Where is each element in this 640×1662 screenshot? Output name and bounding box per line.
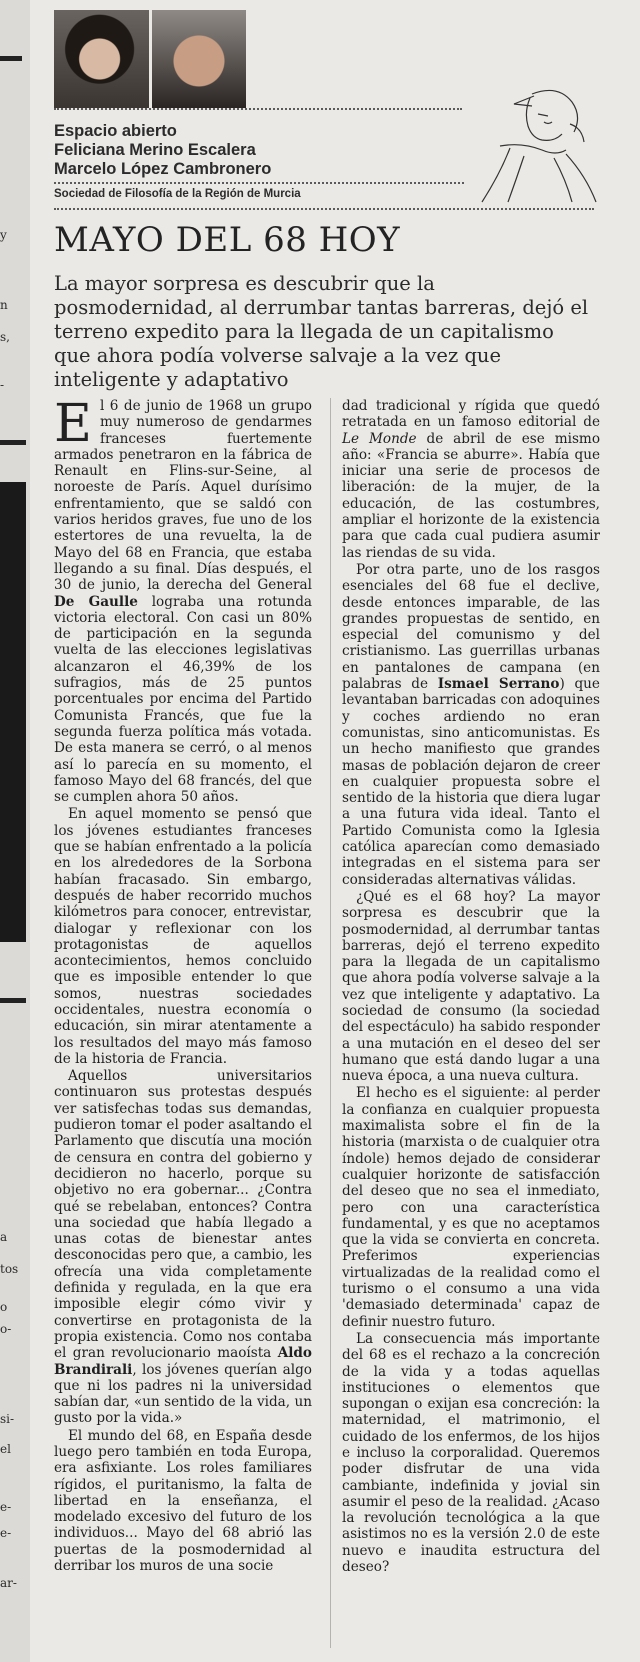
author-photos [54,10,246,108]
gutter-rule [0,998,26,1003]
thinker-sketch-icon [470,84,610,208]
dotted-rule [54,208,594,210]
gutter-text: a [0,1230,8,1244]
gutter-text: si- [0,1412,15,1426]
gutter-rule [0,56,22,61]
subheadline: La mayor sorpresa es descubrir que la posmodernidad, al derrumbar tantas barreras, dejó el terreno expedito para la llegada de un capitalismo que ahora podía volverse salvaje a la vez que inteligente y adaptativo [54,272,589,391]
author-name: Marcelo López Cambronero [54,160,272,178]
author-organization: Sociedad de Filosofía de la Región de Murcia [54,188,301,200]
paragraph: dad tradicional y rígida que quedó retratada en un famoso editorial de Le Monde de abril de ese mismo año: «Francia se aburre». Había que iniciar una serie de procesos de liberación: de la mujer, de la educación, de las costumbres, ampliar el horizonte de la existencia para que cada cual pudiera asumir las riendas de su vida. [342,398,601,561]
paragraph: En aquel momento se pensó que los jóvenes estudiantes franceses que se habían enfrentado a la policía en los alrededores de la Sorbona habían fracasado. Sin embargo, después de haber recorrido muchos kilómetros para conocer, entrevistar, dialogar y reflexionar con los protagonistas de aquellos acontecimientos, hemos concluido que es imposible entender lo que somos, nuestras sociedades occidentales, nuestra economía o educación, sin mirar atentamente a los resultados del mayo más famoso de la historia de Francia. [54,806,312,1067]
gutter-text: e- [0,1526,12,1540]
section-label: Espacio abierto [54,122,177,140]
gutter-text: o- [0,1322,12,1336]
dotted-rule [54,182,464,184]
newspaper-page [30,0,640,1662]
gutter-text: el [0,1442,11,1456]
gutter-text: y [0,228,7,242]
dotted-rule [54,108,462,110]
author-name: Feliciana Merino Escalera [54,141,256,159]
paragraph: Por otra parte, uno de los rasgos esenciales del 68 fue el declive, desde entonces imparable, de las grandes propuestas de sentido, en especial del comunismo y del cristianismo. Las guerrillas urbanas en pantalones de campana (en palabras de Ismael Serrano) que levantaban barricadas con adoquines y coches ardiendo no eran comunistas, sino anticomunistas. Es un hecho manifiesto que grandes masas de población dejaron de creer en cualquier propuesta sobre el sentido de la historia que diera lugar a una futura vida ideal. Tanto el Partido Comunista como la Iglesia católica aparecían como demasiado integradas en el sistema para ser consideradas alternativas válidas. [342,561,600,888]
paragraph: El hecho es el siguiente: al perder la confianza en cualquier propuesta maximalista sobre el fin de la historia (marxista o de cualquier otra índole) hemos dejado de considerar cualquier horizonte de satisfacción del deseo que no sea el inmediato, pero con una característica fundamental, y es que no aceptamos que la vida se convierta en concreta. Preferimos experiencias virtualizadas de la realidad como el turismo o el consumo a una vida 'demasiado determinada' capaz de definir nuestro futuro. [342,1085,600,1330]
adjacent-page-edge [0,0,30,1662]
gutter-text: s, [0,330,10,344]
gutter-dark-block [0,482,26,942]
gutter-text: n [0,298,8,312]
gutter-text: o [0,1300,8,1314]
gutter-text: - [0,378,5,392]
author-photo-feliciana [54,10,149,108]
headline: MAYO DEL 68 HOY [54,220,401,260]
article-column-right [342,398,600,1648]
paragraph: Aquellos universitarios continuaron sus protestas después ver satisfechas todas sus demandas, pudieron tomar el poder asaltando el Parlamento que discutía una moción de censura en contra del gobierno y decidieron no hacerlo, porque su objetivo no era gobernar... ¿Contra qué se rebelaban, entonces? Contra una sociedad que había llegado a unas cotas de bienestar antes desconocidas pero que, a cambio, les ofrecía una vida completamente definida y regulada, en la que era imposible elegir cómo vivir y convertirse en protagonista de la propia existencia. Como nos contaba el gran revolucionario maoísta Aldo Brandirali, los jóvenes querían algo que ni los padres ni la universidad sabían dar, «un sentido de la vida, un gusto por la vida.» [54,1068,312,1427]
gutter-text: tos [0,1262,19,1276]
author-photo-marcelo [152,10,247,108]
gutter-rule [0,440,26,445]
gutter-text: ar- [0,1576,17,1590]
paragraph: El 6 de junio de 1968 un grupo muy numeroso de gendarmes franceses fuertemente armados penetraron en la fábrica de Renault en Flins-sur-Seine, al noroeste de París. Aquel durísimo enfrentamiento, que se saldó con varios heridos graves, fue uno de los estertores de una revuelta, la de Mayo del 68 en Francia, que estaba llegando a su final. Días después, el 30 de junio, la derecha del General De Gaulle lograba una rotunda victoria electoral. Con casi un 80% de participación en la segunda vuelta de las elecciones legislativas alcanzaron el 46,39% de los sufragios, más de 25 puntos porcentuales por encima del Partido Comunista Francés, que fue la segunda fuerza política más votada. De esta manera se cerró, o al menos así lo parecía en su momento, el famoso Mayo del 68 francés, del que se cumplen ahora 50 años. [54,394,312,806]
article-column-left [54,394,312,1648]
gutter-text: e- [0,1500,12,1514]
paragraph: El mundo del 68, en España desde luego pero también en toda Europa, era asfixiante. Los roles familiares rígidos, el puritanismo, la falta de libertad en la enseñanza, el modelado excesivo del futuro de los individuos... Mayo del 68 abrió las puertas de la posmodernidad al derribar los muros de una socie [54,1427,312,1575]
paragraph: La consecuencia más importante del 68 es el rechazo a la concreción de la vida y a todas aquellas instituciones o elementos que supongan o exijan esa concreción: la maternidad, el matrimonio, el cuidado de los enfermos, de los hijos e incluso la corporalidad. Queremos poder disfrutar de una vida cambiante, indefinida y jovial sin asumir el peso de la realidad. ¿Acaso la revolución tecnológica a la que asistimos no es la versión 2.0 de este nuevo e inaudita estructura del deseo? [342,1330,600,1576]
paragraph: ¿Qué es el 68 hoy? La mayor sorpresa es descubrir que la posmodernidad, al derrumbar tantas barreras, dejó el terreno expedito para la llegada de un capitalismo que ahora podía volverse salvaje a la vez que inteligente y adaptativo. La sociedad de consumo (la sociedad del espectáculo) ha sabido responder a una mutación en el deseo del ser humano que está dando lugar a una nueva época, a una nueva cultura. [342,888,600,1085]
column-divider [330,398,331,1648]
drop-cap: E [54,394,92,454]
